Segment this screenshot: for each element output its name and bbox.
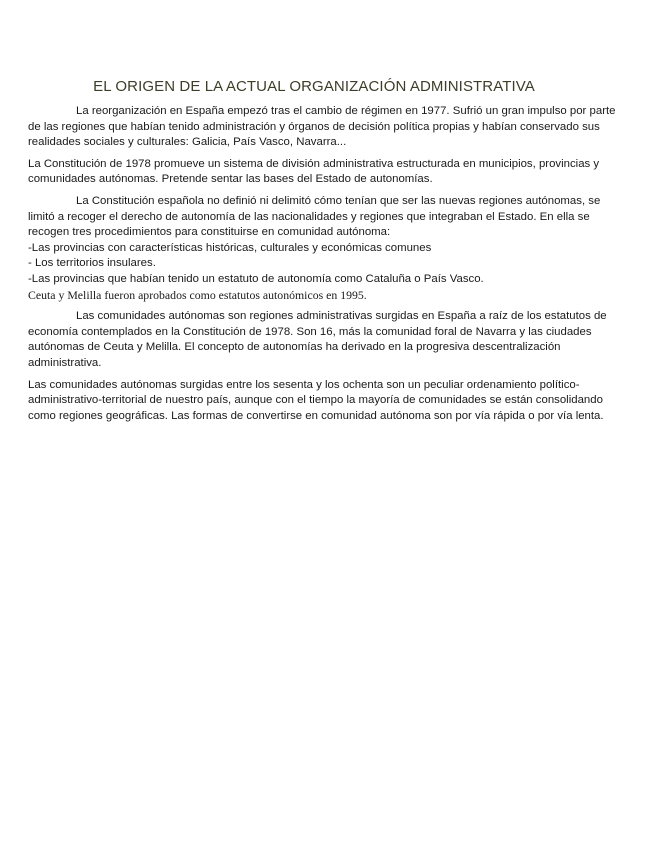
paragraph-reorganizacion: La reorganización en España empezó tras el cambio de régimen en 1977. Sufrió un gran impulso por parte de las regiones que habían tenido administración y órganos de decisión política propias y habían conservado sus realidades sociales y culturales: Galicia, País Vasco, Navarra...: [28, 105, 616, 149]
paragraph-comunidades-autonomas: Las comunidades autónomas son regiones administrativas surgidas en España a raíz de los estatutos de economía contemplados en la Constitución de 1978. Son 16, más la comunidad foral de Navarra y las ciudades autónomas de Ceuta y Melilla. El concepto de autonomías ha derivado en la progresiva descentralización administrativa.: [28, 310, 607, 369]
paragraph-procedimientos: La Constitución española no definió ni delimitó cómo tenían que ser las nuevas regiones autónomas, se limitó a recoger el derecho de autonomía de las nacionalidades y regiones que integraban el Estado. En ella se recogen tres procedimientos para constituirse en comunidad autónoma:: [28, 194, 601, 239]
paragraph-constitucion-1978: La Constitución de 1978 promueve un sistema de división administrativa estructurada en municipios, provincias y comunidades autónomas. Pretende sentar las bases del Estado de autonomías.: [28, 157, 600, 186]
document-body: [28, 104, 618, 424]
list-item-estatuto-autonomia: -Las provincias que habían tenido un estatuto de autonomía como Cataluña o País Vasco.: [28, 272, 484, 285]
list-item-provincias-historicas: -Las provincias con características históricas, culturales y económicas comunes: [28, 241, 432, 254]
note-ceuta-melilla: Ceuta y Melilla fueron aprobados como estatutos autonómicos en 1995.: [28, 287, 367, 302]
list-item-territorios-insulares: - Los territorios insulares.: [28, 257, 156, 270]
document-title: EL ORIGEN DE LA ACTUAL ORGANIZACIÓN ADMINISTRATIVA: [93, 78, 535, 95]
paragraph-ordenamiento: Las comunidades autónomas surgidas entre los sesenta y los ochenta son un peculiar ordenamiento político-administrativo-territorial de nuestro país, aunque con el tiempo la mayoría de comunidades se están consolidando como regiones geográficas. Las formas de convertirse en comunidad autónoma son por vía rápida o por vía lenta.: [28, 378, 604, 422]
